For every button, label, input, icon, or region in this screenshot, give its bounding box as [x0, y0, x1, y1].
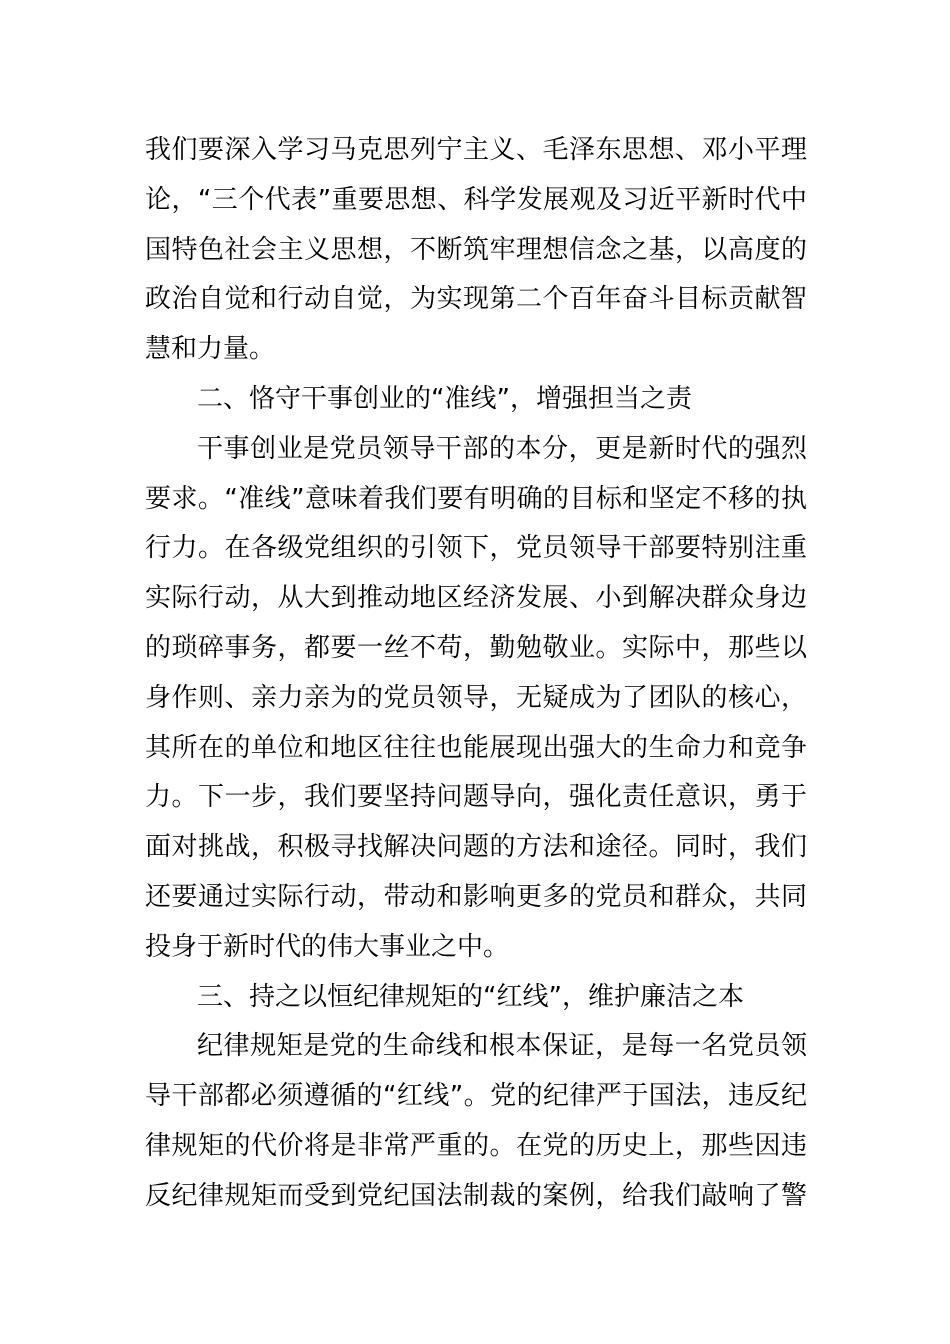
text-line: 律规矩的代价将是非常严重的。在党的历史上，那些因违 — [145, 1130, 807, 1161]
text-line: 纪律规矩是党的生命线和根本保证，是每一名党员领 — [197, 1031, 807, 1062]
text-line: 身作则、亲力亲为的党员领导，无疑成为了团队的核心， — [145, 682, 807, 713]
text-line: 论，“三个代表”重要思想、科学发展观及习近平新时代中 — [145, 184, 807, 215]
text-line: 反纪律规矩而受到党纪国法制裁的案例，给我们敲响了警 — [145, 1180, 807, 1211]
text-line: 要求。“准线”意味着我们要有明确的目标和坚定不移的执 — [145, 483, 807, 514]
text-line: 政治自觉和行动自觉，为实现第二个百年奋斗目标贡献智 — [145, 284, 807, 315]
text-line: 实际行动，从大到推动地区经济发展、小到解决群众身边 — [145, 583, 807, 614]
text-line: 干事创业是党员领导干部的本分，更是新时代的强烈 — [197, 433, 807, 464]
text-line: 力。下一步，我们要坚持问题导向，强化责任意识，勇于 — [145, 782, 807, 813]
text-line: 的琐碎事务，都要一丝不苟，勤勉敬业。实际中，那些以 — [145, 632, 807, 663]
section-heading-2: 二、恪守干事创业的“准线”，增强担当之责 — [197, 383, 692, 414]
text-line: 面对挑战，积极寻找解决问题的方法和途径。同时，我们 — [145, 832, 807, 863]
text-line: 导干部都必须遵循的“红线”。党的纪律严于国法，违反纪 — [145, 1081, 807, 1112]
text-line: 其所在的单位和地区往往也能展现出强大的生命力和竞争 — [145, 732, 807, 763]
text-line: 投身于新时代的伟大事业之中。 — [145, 931, 510, 962]
body-text — [145, 126, 807, 1222]
text-line: 慧和力量。 — [145, 334, 276, 365]
text-line: 我们要深入学习马克思列宁主义、毛泽东思想、邓小平理 — [145, 135, 807, 165]
text-line: 还要通过实际行动，带动和影响更多的党员和群众，共同 — [145, 881, 807, 912]
text-line: 行力。在各级党组织的引领下，党员领导干部要特别注重 — [145, 533, 807, 564]
text-line: 国特色社会主义思想，不断筑牢理想信念之基，以高度的 — [145, 234, 807, 265]
section-heading-3: 三、持之以恒纪律规矩的“红线”，维护廉洁之本 — [197, 981, 744, 1012]
